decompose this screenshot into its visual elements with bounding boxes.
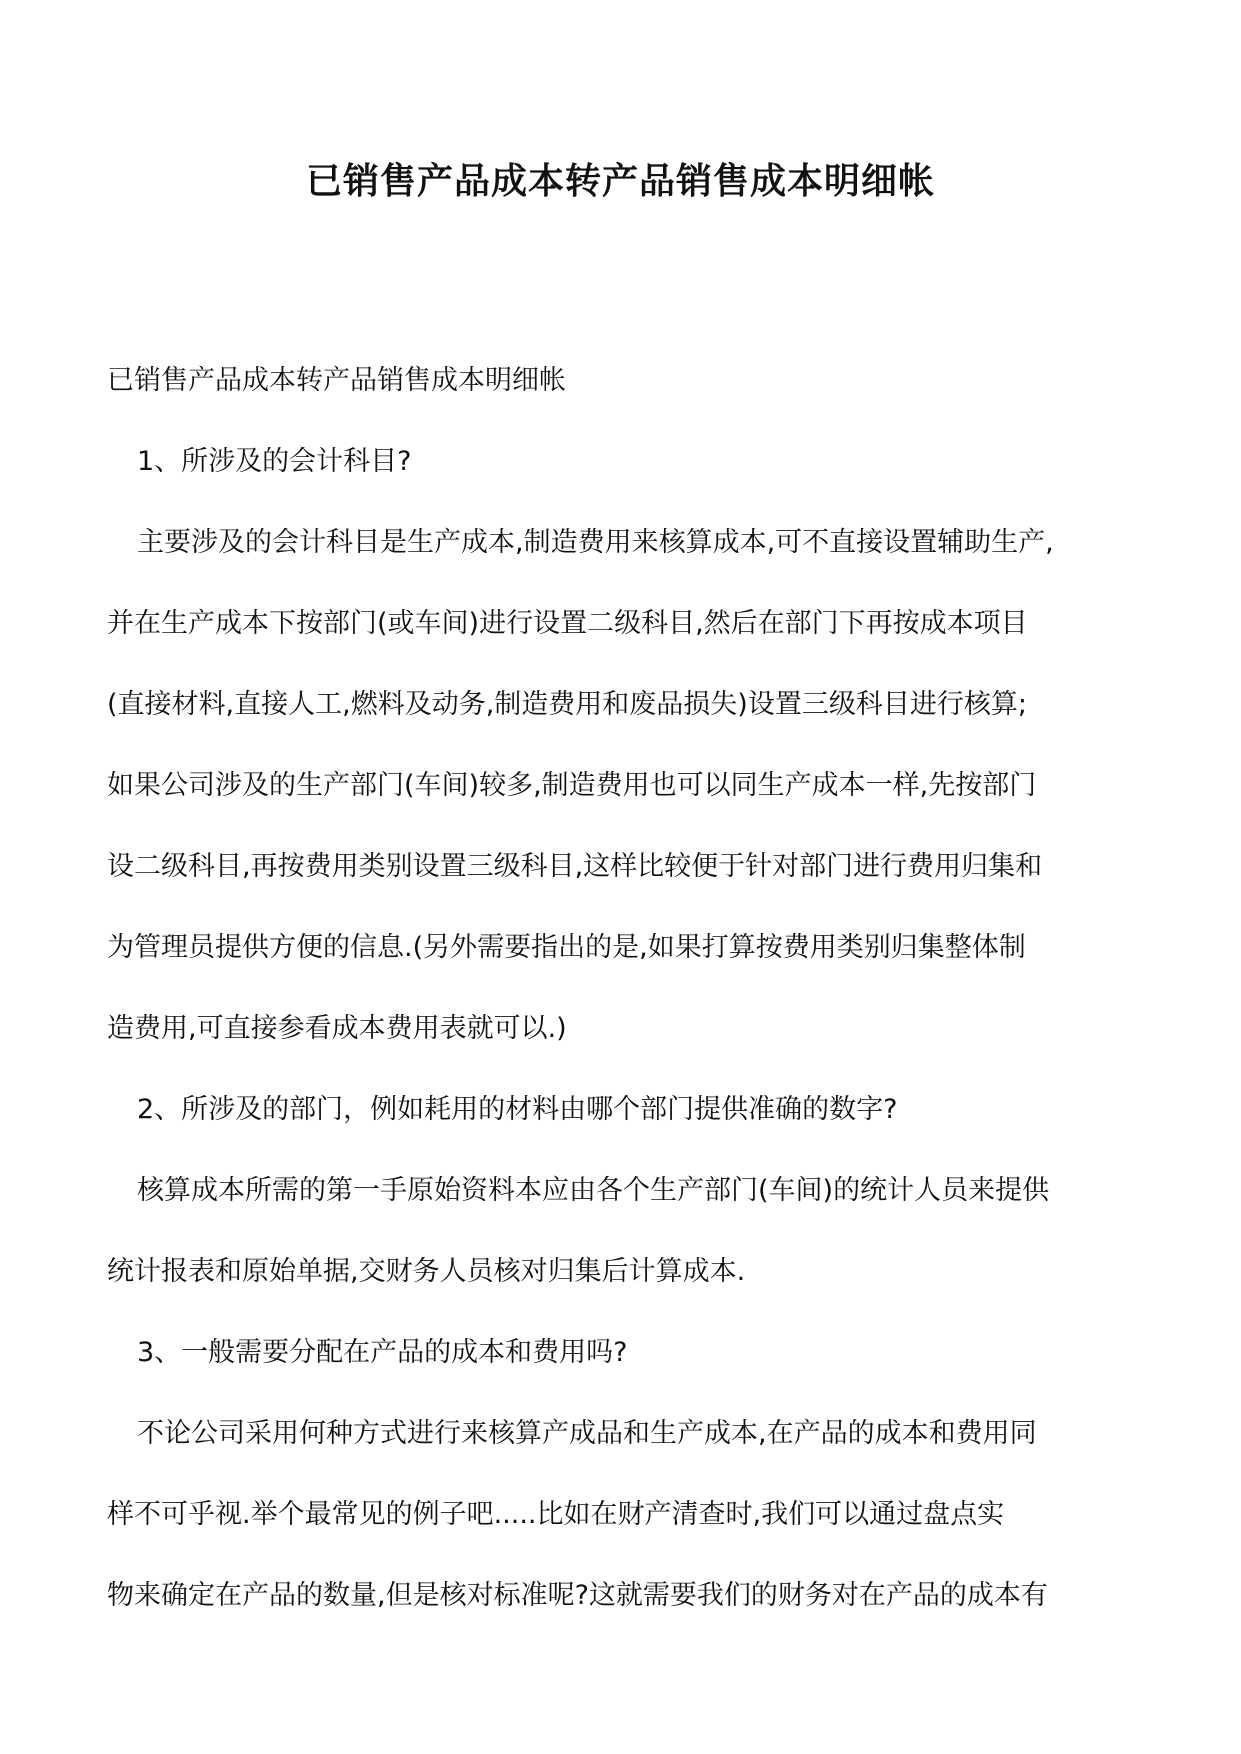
document-body — [107, 340, 1137, 1636]
body-line: 设二级科目,再按费用类别设置三级科目,这样比较便于针对部门进行费用归集和 — [107, 851, 1043, 882]
document-title: 已销售产品成本转产品销售成本明细帐 — [305, 161, 935, 202]
body-line: 物来确定在产品的数量,但是核对标准呢?这就需要我们的财务对在产品的成本有 — [107, 1580, 1048, 1611]
body-line: 并在生产成本下按部门(或车间)进行设置二级科目,然后在部门下再按成本项目 — [107, 608, 1028, 639]
body-line: 为管理员提供方便的信息.(另外需要指出的是,如果打算按费用类别归集整体制 — [107, 932, 1026, 963]
body-line: 统计报表和原始单据,交财务人员核对归集后计算成本. — [107, 1256, 746, 1287]
body-line: 样不可乎视.举个最常见的例子吧.....比如在财产清查时,我们可以通过盘点实 — [107, 1499, 1005, 1530]
section-heading: 3、一般需要分配在产品的成本和费用吗? — [137, 1337, 628, 1368]
body-line: 主要涉及的会计科目是生产成本,制造费用来核算成本,可不直接设置辅助生产, — [137, 527, 1054, 558]
body-line: 核算成本所需的第一手原始资料本应由各个生产部门(车间)的统计人员来提供 — [137, 1175, 1050, 1206]
body-line: 已销售产品成本转产品销售成本明细帐 — [107, 365, 566, 396]
body-line: 造费用,可直接参看成本费用表就可以.) — [107, 1013, 567, 1044]
body-line: 不论公司采用何种方式进行来核算产成品和生产成本,在产品的成本和费用同 — [137, 1418, 1037, 1449]
section-heading: 2、所涉及的部门，例如耗用的材料由哪个部门提供准确的数字? — [137, 1094, 898, 1125]
section-heading: 1、所涉及的会计科目? — [137, 446, 412, 477]
body-line: 如果公司涉及的生产部门(车间)较多,制造费用也可以同生产成本一样,先按部门 — [107, 770, 1037, 801]
body-line: (直接材料,直接人工,燃料及动务,制造费用和废品损失)设置三级科目进行核算; — [107, 689, 1027, 720]
